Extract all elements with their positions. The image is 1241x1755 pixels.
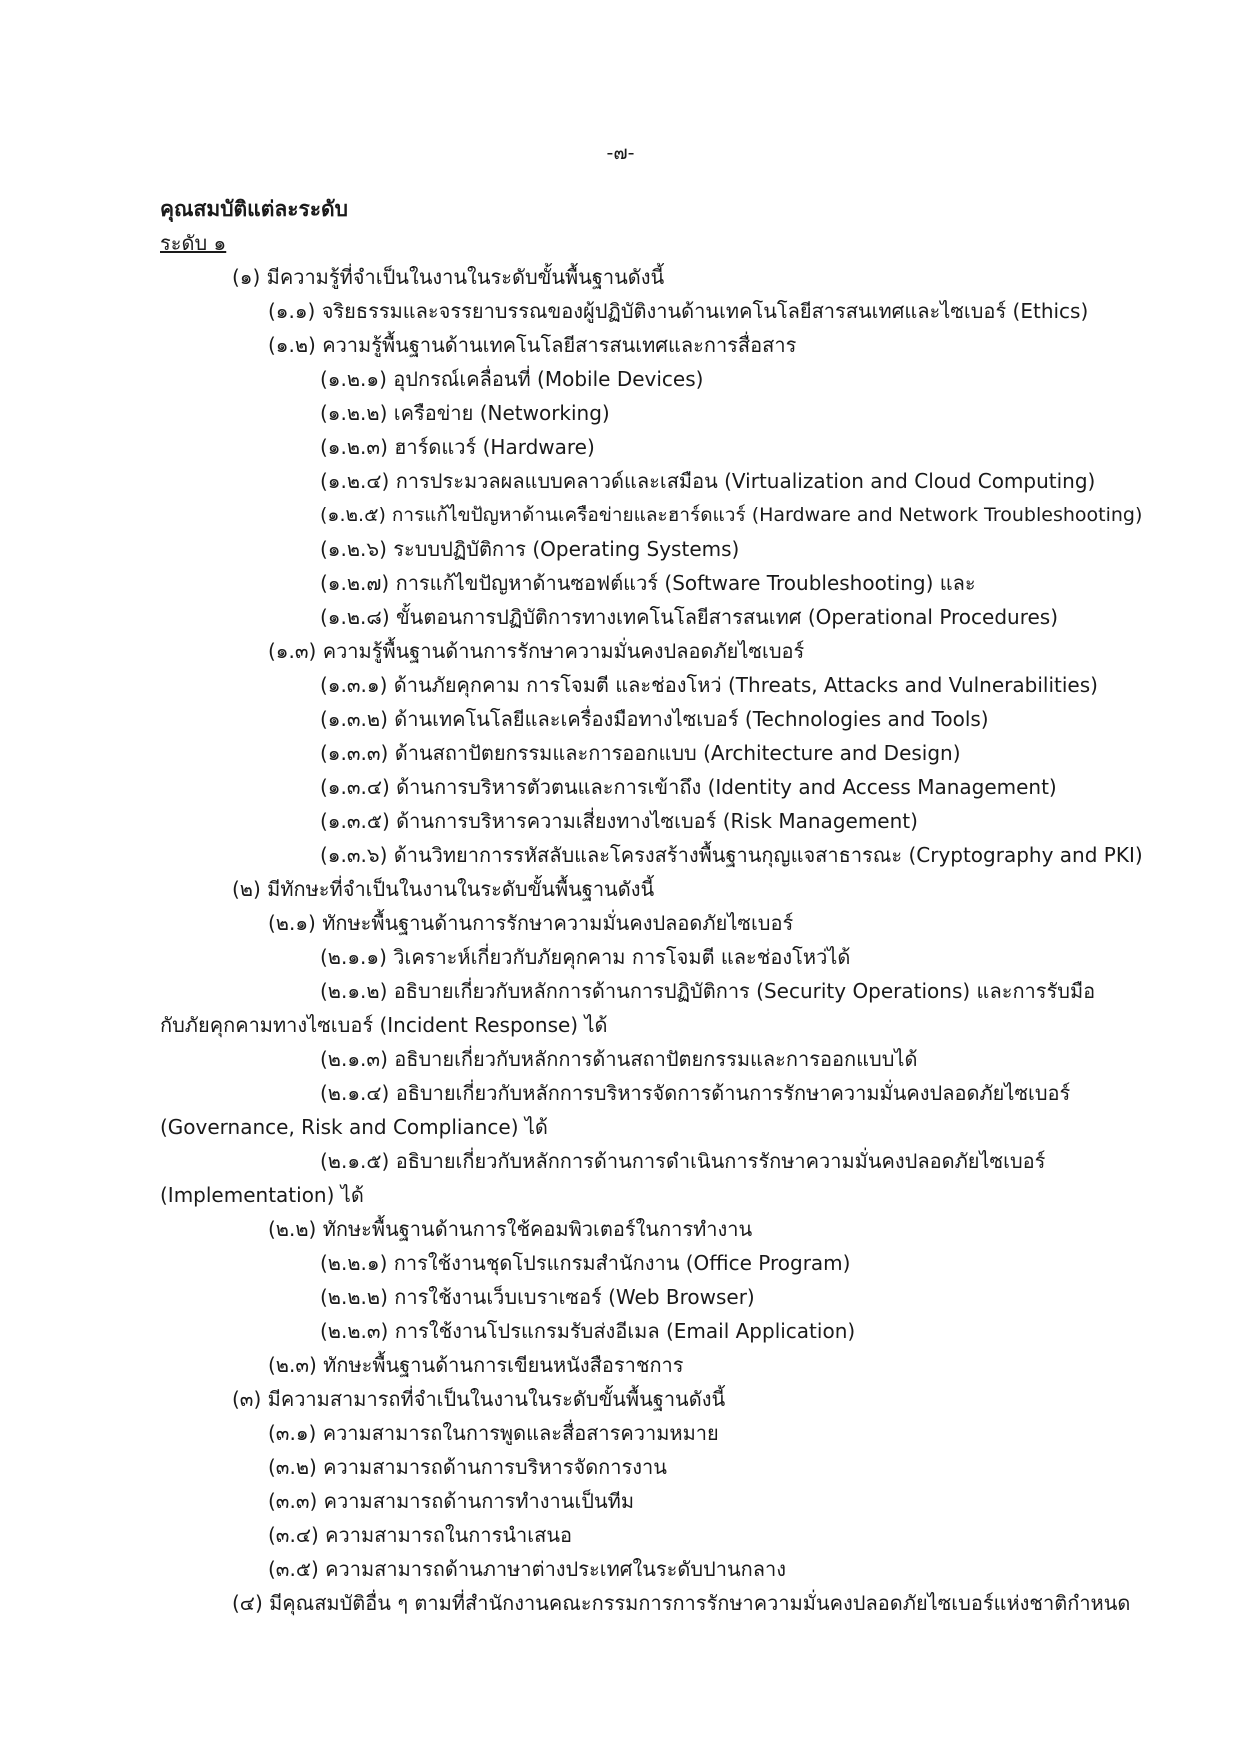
list-item: (๑.๒.๕) การแก้ไขปัญหาด้านเครือข่ายและฮาร์ดแวร์ (Hardware and Network Troubleshooting)	[320, 504, 1143, 526]
list-item: (๑.๓.๑) ด้านภัยคุกคาม การโจมตี และช่องโหว่ (Threats, Attacks and Vulnerabilities)	[320, 673, 1098, 697]
list-item: (๑.๒.๖) ระบบปฏิบัติการ (Operating Systems)	[320, 537, 740, 561]
list-item: (๒.๒) ทักษะพื้นฐานด้านการใช้คอมพิวเตอร์ในการทำงาน	[268, 1217, 753, 1241]
list-item: (๒.๒.๑) การใช้งานชุดโปรแกรมสำนักงาน (Office Program)	[320, 1251, 851, 1275]
list-item: (๒.๑.๓) อธิบายเกี่ยวกับหลักการด้านสถาปัตยกรรมและการออกแบบได้	[320, 1047, 918, 1071]
list-item: (๑.๓.๒) ด้านเทคโนโลยีและเครื่องมือทางไซเบอร์ (Technologies and Tools)	[320, 707, 989, 731]
list-item: (๓) มีความสามารถที่จำเป็นในงานในระดับขั้นพื้นฐานดังนี้	[232, 1387, 726, 1411]
list-item: (๒.๒.๓) การใช้งานโปรแกรมรับส่งอีเมล (Email Application)	[320, 1319, 856, 1343]
list-item: (๔) มีคุณสมบัติอื่น ๆ ตามที่สำนักงานคณะกรรมการการรักษาความมั่นคงปลอดภัยไซเบอร์แห่งชาติกำหนด	[232, 1591, 1131, 1615]
list-item: (๑.๓.๓) ด้านสถาปัตยกรรมและการออกแบบ (Architecture and Design)	[320, 741, 961, 765]
list-item: (๓.๑) ความสามารถในการพูดและสื่อสารความหมาย	[268, 1421, 719, 1445]
list-item: (๓.๓) ความสามารถด้านการทำงานเป็นทีม	[268, 1489, 635, 1513]
list-item: (๒.๑.๒) อธิบายเกี่ยวกับหลักการด้านการปฏิบัติการ (Security Operations) และการรับมือ	[320, 979, 1096, 1003]
list-item: (๒.๒.๒) การใช้งานเว็บเบราเซอร์ (Web Browser)	[320, 1285, 755, 1309]
list-item: (๒.๑) ทักษะพื้นฐานด้านการรักษาความมั่นคงปลอดภัยไซเบอร์	[268, 911, 794, 935]
list-item: (๓.๔) ความสามารถในการนำเสนอ	[268, 1523, 573, 1547]
list-item: (๑.๓.๕) ด้านการบริหารความเสี่ยงทางไซเบอร์ (Risk Management)	[320, 809, 918, 833]
list-item: (๓.๕) ความสามารถด้านภาษาต่างประเทศในระดับปานกลาง	[268, 1557, 787, 1581]
section-heading: คุณสมบัติแต่ละระดับ	[160, 197, 349, 221]
list-item: กับภัยคุกคามทางไซเบอร์ (Incident Response) ได้	[160, 1013, 608, 1037]
list-item: (๒.๑.๔) อธิบายเกี่ยวกับหลักการบริหารจัดการด้านการรักษาความมั่นคงปลอดภัยไซเบอร์	[320, 1081, 1071, 1105]
list-item: (๑.๓) ความรู้พื้นฐานด้านการรักษาความมั่นคงปลอดภัยไซเบอร์	[268, 639, 805, 663]
level-title: ระดับ ๑	[160, 231, 227, 255]
list-item: (๒.๑.๕) อธิบายเกี่ยวกับหลักการด้านการดำเนินการรักษาความมั่นคงปลอดภัยไซเบอร์	[320, 1149, 1046, 1173]
list-item: (๑.๒.๒) เครือข่าย (Networking)	[320, 401, 610, 425]
list-item: (๑.๒.๓) ฮาร์ดแวร์ (Hardware)	[320, 435, 595, 459]
list-item: (๑.๓.๔) ด้านการบริหารตัวตนและการเข้าถึง (Identity and Access Management)	[320, 775, 1057, 799]
list-item: (๑.๒.๘) ขั้นตอนการปฏิบัติการทางเทคโนโลยีสารสนเทศ (Operational Procedures)	[320, 605, 1059, 629]
list-item: (Governance, Risk and Compliance) ได้	[160, 1115, 548, 1139]
list-item: (๓.๒) ความสามารถด้านการบริหารจัดการงาน	[268, 1455, 667, 1479]
list-item: (๑) มีความรู้ที่จำเป็นในงานในระดับขั้นพื้นฐานดังนี้	[232, 265, 665, 289]
list-item: (๒.๓) ทักษะพื้นฐานด้านการเขียนหนังสือราชการ	[268, 1353, 684, 1377]
list-item: (๑.๒.๔) การประมวลผลแบบคลาวด์และเสมือน (Virtualization and Cloud Computing)	[320, 469, 1096, 493]
list-item: (๑.๒.๗) การแก้ไขปัญหาด้านซอฟต์แวร์ (Software Troubleshooting) และ	[320, 571, 976, 595]
list-item: (๑.๓.๖) ด้านวิทยาการรหัสลับและโครงสร้างพื้นฐานกุญแจสาธารณะ (Cryptography and PKI)	[320, 843, 1143, 867]
list-item: (๒.๑.๑) วิเคราะห์เกี่ยวกับภัยคุกคาม การโจมตี และช่องโหว่ได้	[320, 945, 851, 969]
qualification-list	[160, 260, 1150, 1620]
list-item: (๑.๒) ความรู้พื้นฐานด้านเทคโนโลยีสารสนเทศและการสื่อสาร	[268, 333, 797, 357]
list-item: (๑.๑) จริยธรรมและจรรยาบรรณของผู้ปฏิบัติงานด้านเทคโนโลยีสารสนเทศและไซเบอร์ (Ethics)	[268, 299, 1089, 323]
list-item: (๑.๒.๑) อุปกรณ์เคลื่อนที่ (Mobile Devices)	[320, 367, 704, 391]
page-number: -๗-	[606, 142, 635, 164]
list-item: (Implementation) ได้	[160, 1183, 364, 1207]
list-item: (๒) มีทักษะที่จำเป็นในงานในระดับขั้นพื้นฐานดังนี้	[232, 877, 655, 901]
document-body	[160, 192, 1150, 1620]
